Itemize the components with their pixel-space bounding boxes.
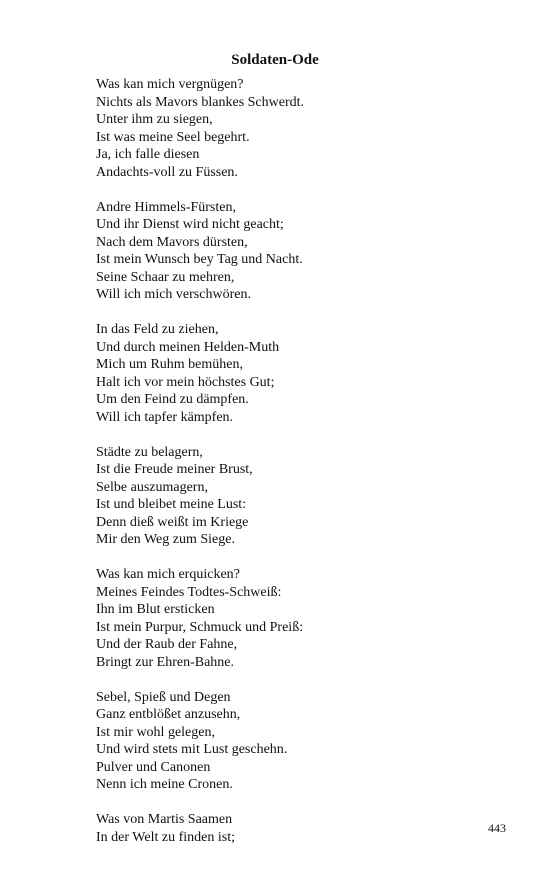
stanza-6	[96, 689, 516, 794]
poem-line: Was von Martis Saamen	[96, 812, 233, 827]
stanza-2	[96, 199, 516, 304]
poem-line: Mich um Ruhm bemühen,	[96, 357, 243, 372]
poem-line: Nichts als Mavors blankes Schwerdt.	[96, 94, 305, 110]
poem-line: Pulver und Canonen	[96, 759, 211, 775]
poem-line: Sebel, Spieß und Degen	[96, 689, 231, 705]
poem-line: Ist mir wohl gelegen,	[96, 724, 215, 740]
poem-line: Nenn ich meine Cronen.	[96, 777, 233, 792]
stanza-4	[96, 444, 516, 549]
poem-line: In der Welt zu finden ist;	[96, 829, 235, 845]
poem-line: Halt ich vor mein höchstes Gut;	[96, 374, 275, 390]
page-number: 443	[488, 821, 506, 835]
poem-line: Will ich mich verschwören.	[96, 287, 251, 302]
poem-line: Andre Himmels-Fürsten,	[96, 199, 236, 215]
stanza-1	[96, 76, 516, 181]
stanza-3	[96, 321, 516, 426]
poem-line: Um den Feind zu dämpfen.	[96, 392, 249, 407]
stanza-5	[96, 566, 516, 671]
poem-line: Ihn im Blut ersticken	[96, 602, 215, 617]
poem-line: Und der Raub der Fahne,	[96, 637, 238, 652]
poem-line: Selbe auszumagern,	[96, 479, 208, 495]
poem-line: Und ihr Dienst wird nicht geacht;	[96, 217, 284, 232]
poem-line: In das Feld zu ziehen,	[96, 322, 219, 337]
stanza-7	[96, 811, 516, 846]
poem-line: Ist die Freude meiner Brust,	[96, 462, 253, 477]
poem-line: Was kan mich vergnügen?	[96, 77, 244, 92]
poem-line: Ist mein Purpur, Schmuck und Preiß:	[96, 619, 304, 635]
poem-line: Und wird stets mit Lust geschehn.	[96, 742, 288, 757]
page-title: Soldaten-Ode	[231, 52, 319, 68]
poem-line: Ist und bleibet meine Lust:	[96, 497, 247, 512]
poem-line: Ist mein Wunsch bey Tag und Nacht.	[96, 252, 303, 267]
poem-line: Meines Feindes Todtes-Schweiß:	[96, 584, 282, 600]
poem-body	[96, 76, 516, 864]
poem-line: Andachts-voll zu Füssen.	[96, 164, 238, 180]
poem-line: Will ich tapfer kämpfen.	[96, 409, 234, 425]
poem-line: Was kan mich erquicken?	[96, 567, 240, 582]
poem-line: Ist was meine Seel begehrt.	[96, 129, 250, 145]
poem-line: Ganz entblößet anzusehn,	[96, 707, 241, 722]
poem-line: Städte zu belagern,	[96, 444, 203, 460]
poem-line: Ja, ich falle diesen	[96, 147, 200, 162]
poem-line: Denn dieß weißt im Kriege	[96, 514, 249, 530]
poem-line: Unter ihm zu siegen,	[96, 112, 213, 127]
poem-line: Mir den Weg zum Siege.	[96, 532, 235, 547]
poem-line: Seine Schaar zu mehren,	[96, 269, 235, 285]
poem-line: Bringt zur Ehren-Bahne.	[96, 654, 235, 670]
poem-line: Nach dem Mavors dürsten,	[96, 234, 248, 250]
poem-line: Und durch meinen Helden-Muth	[96, 339, 280, 355]
